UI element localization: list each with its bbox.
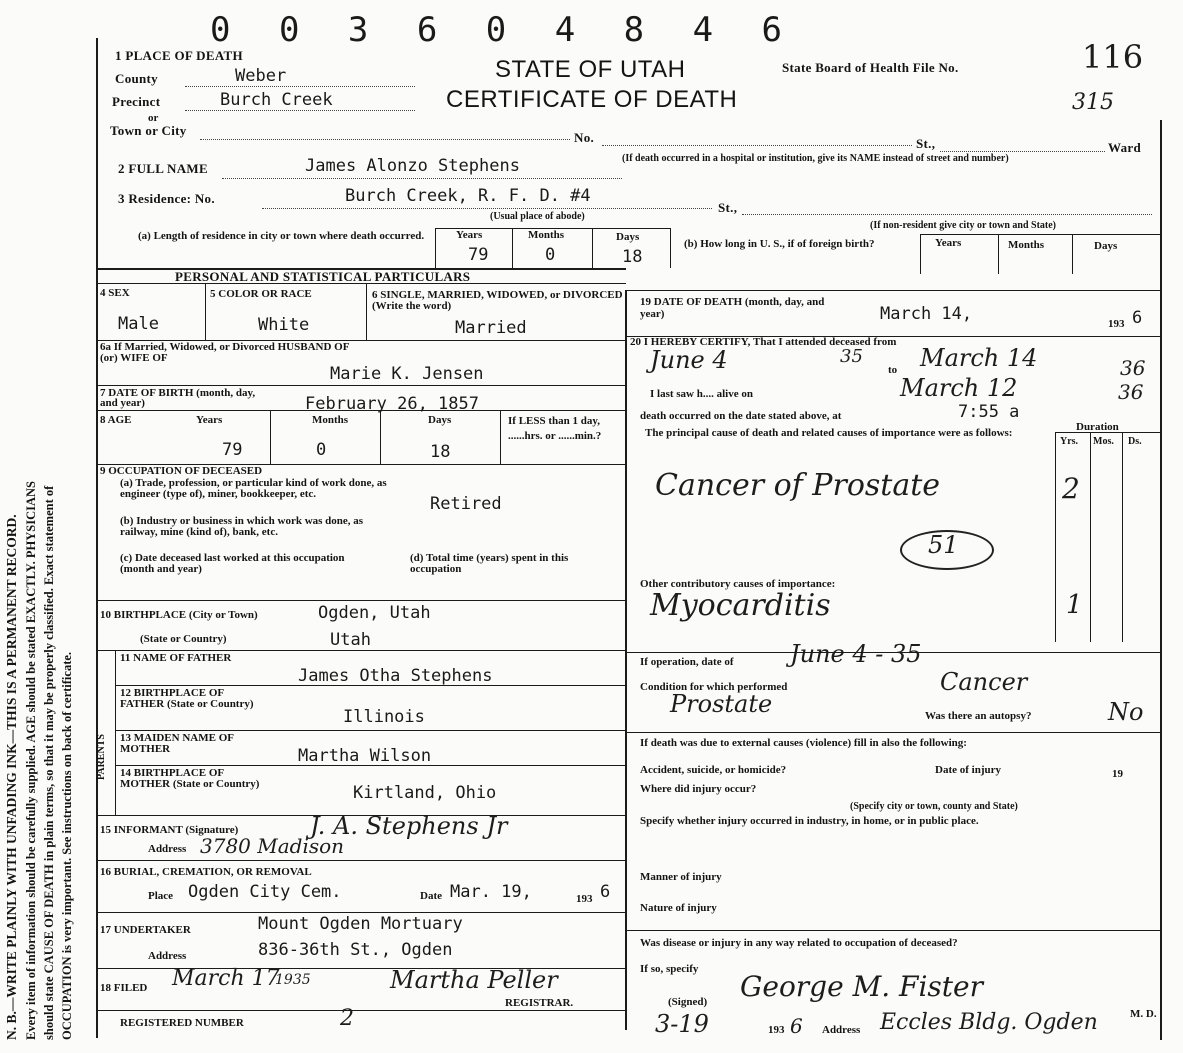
margin-note-line2: Every item of information should be carefully supplied. AGE should be stated EXACTLY. PHYSICIANS <box>24 481 38 1040</box>
occupation-value: Retired <box>430 494 502 514</box>
last-seen-year: 36 <box>1118 380 1144 404</box>
us-days-header: Days <box>1094 240 1118 252</box>
full-name: James Alonzo Stephens <box>305 156 520 176</box>
external-causes-label: If death was due to external causes (violence) fill in also the following: <box>640 737 967 749</box>
row-line <box>500 410 501 464</box>
row-line <box>96 1010 626 1011</box>
cause-code: 51 <box>928 531 959 559</box>
age-months-header: Months <box>312 414 349 426</box>
box-line <box>670 228 671 268</box>
death-date-label: 19 DATE OF DEATH (month, day, and year) <box>640 296 825 320</box>
nature-label: Nature of injury <box>640 902 717 914</box>
death-year: 6 <box>1132 308 1143 328</box>
undertaker-address: 836-36th St., Ogden <box>258 940 453 960</box>
attended-to: March 14 <box>920 344 1038 372</box>
filed-year: 1935 <box>275 972 311 988</box>
age-days-header: Days <box>428 414 452 426</box>
row-line <box>115 650 116 815</box>
occupation-heading: 9 OCCUPATION OF DECEASED <box>100 465 263 477</box>
death-time: 7:55 a <box>958 402 1020 422</box>
cause-years: 2 <box>1062 472 1080 505</box>
accident-label: Accident, suicide, or homicide? <box>640 764 787 776</box>
duration-col <box>1122 432 1123 642</box>
signed-year: 6 <box>790 1014 803 1038</box>
margin-note-line1: N. B.—WRITE PLAINLY WITH UNFADING INK—THIS IS A PERMANENT RECORD. <box>4 514 19 1040</box>
occupation-d-label: (d) Total time (years) spent in this occupation <box>410 552 569 575</box>
margin-note-line3: should state CAUSE OF DEATH in plain terms, so that it may be properly classified. Exact statement of <box>42 485 56 1040</box>
condition-value-2: Prostate <box>670 690 773 718</box>
duration-col <box>1055 432 1056 642</box>
filed-date: March 17 <box>172 966 280 991</box>
undertaker-address-label: Address <box>148 950 187 962</box>
contributory-years: 1 <box>1066 590 1083 620</box>
row-line <box>115 730 626 731</box>
mother-birthplace: Kirtland, Ohio <box>353 783 497 803</box>
attended-from: June 4 <box>650 346 728 374</box>
physician-address-label: Address <box>822 1024 861 1036</box>
margin-note-line4: OCCUPATION is very important. See instructions on back of certificate. <box>60 651 74 1040</box>
operation-label: If operation, date of <box>640 656 734 668</box>
death-year-prefix: 193 <box>1108 318 1125 330</box>
signed-date: 3-19 <box>655 1010 709 1038</box>
contributory-label: Other contributory causes of importance: <box>640 578 836 590</box>
father-birthplace: Illinois <box>343 707 425 727</box>
file-no-2: 315 <box>1072 90 1114 115</box>
reg-number: 2 <box>340 1006 354 1031</box>
precinct-label: Precinct <box>112 94 161 109</box>
precinct-value: Burch Creek <box>220 90 333 110</box>
length-label: (a) Length of residence in city or town where death occurred. <box>138 230 425 242</box>
informant-signature: J. A. Stephens Jr <box>310 812 508 840</box>
father-birthplace-label: 12 BIRTHPLACE OF FATHER (State or Country) <box>120 687 254 710</box>
row-line <box>366 284 367 340</box>
attended-from-year: 35 <box>840 346 863 367</box>
mother-label: 13 MAIDEN NAME OF MOTHER <box>120 732 234 755</box>
row-line <box>626 732 1160 733</box>
age-months: 0 <box>316 440 327 460</box>
or-label: or <box>148 112 159 124</box>
burial-year-prefix: 193 <box>576 893 593 905</box>
ifso-label: If so, specify <box>640 963 699 975</box>
sex-value: Male <box>118 314 159 334</box>
duration-col <box>1090 432 1091 642</box>
md-label: M. D. <box>1130 1008 1157 1020</box>
manner-label: Manner of injury <box>640 871 722 883</box>
county-label: County <box>115 71 158 86</box>
contributory-cause: Myocarditis <box>650 588 831 623</box>
age-days: 18 <box>430 442 451 462</box>
marital-value: Married <box>455 318 527 338</box>
occupation-b-label: (b) Industry or business in which work was done, as railway, mine (kind of), bank, etc. <box>120 515 364 538</box>
condition-value: Cancer <box>940 668 1028 696</box>
signed-label: (Signed) <box>668 996 708 1008</box>
place-heading: 1 PLACE OF DEATH <box>115 48 243 63</box>
last-seen-date: March 12 <box>900 374 1018 402</box>
father-label: 11 NAME OF FATHER <box>120 652 232 664</box>
row-line <box>380 410 381 464</box>
certificate-title: CERTIFICATE OF DEATH <box>446 86 738 113</box>
box-line <box>920 234 921 274</box>
cause-label: The principal cause of death and related causes of importance were as follows: <box>645 427 1013 439</box>
birthplace-label: 10 BIRTHPLACE (City or Town) <box>100 609 258 621</box>
related-label: Was disease or injury in any way related to occupation of deceased? <box>640 937 958 949</box>
residence-label: 3 Residence: No. <box>118 191 215 206</box>
us-years-header: Years <box>935 237 962 249</box>
file-no-label: State Board of Health File No. <box>782 60 959 75</box>
ward-label: Ward <box>1108 140 1141 155</box>
where-note: (Specify city or town, county and State) <box>850 801 1018 812</box>
box-line <box>920 234 1160 235</box>
state-title: STATE OF UTAH <box>495 56 686 83</box>
specify-label: Specify whether injury occurred in industry, in home, or in public place. <box>640 815 979 827</box>
months-header: Months <box>528 229 565 241</box>
informant-address-label: Address <box>148 843 187 855</box>
autopsy-label: Was there an autopsy? <box>925 710 1032 722</box>
box-line <box>1072 234 1073 274</box>
us-label: (b) How long in U. S., if of foreign birth? <box>684 238 875 250</box>
signed-year-prefix: 193 <box>768 1024 785 1036</box>
row-line <box>96 912 626 913</box>
box-line <box>512 228 513 268</box>
st-label: St., <box>916 136 936 151</box>
injury-date-label: Date of injury <box>935 764 1001 776</box>
attended-to-year: 36 <box>1120 356 1146 380</box>
certify-label: 20 I HEREBY CERTIFY, That I attended deceased from <box>630 336 897 348</box>
condition-label: Condition for which performed <box>640 681 788 693</box>
box-line <box>435 228 436 268</box>
residence-days: 18 <box>622 247 643 267</box>
less-than-day: If LESS than 1 day, ......hrs. or ......min.? <box>508 415 602 442</box>
dob-value: February 26, 1857 <box>305 394 479 414</box>
father-name: James Otha Stephens <box>298 666 493 686</box>
spouse-value: Marie K. Jensen <box>330 364 484 384</box>
burial-year: 6 <box>600 882 611 902</box>
occurred-label: death occurred on the date stated above, at <box>640 410 842 422</box>
burial-date: Mar. 19, <box>450 882 532 902</box>
marital-label: 6 SINGLE, MARRIED, WIDOWED, or DIVORCED (Write the word) <box>372 289 623 312</box>
last-seen-label: I last saw h.... alive on <box>650 388 753 400</box>
usual-note: (Usual place of abode) <box>490 211 585 222</box>
occupation-c-label: (c) Date deceased last worked at this occupation (month and year) <box>120 552 345 575</box>
mother-birthplace-label: 14 BIRTHPLACE OF MOTHER (State or Country) <box>120 767 260 790</box>
full-name-label: 2 FULL NAME <box>118 161 208 176</box>
occupation-a-label: (a) Trade, profession, or particular kind of work done, as engineer (type of), miner, bookkeeper, etc. <box>120 477 387 500</box>
row-line <box>96 650 626 651</box>
race-label: 5 COLOR OR RACE <box>210 288 312 300</box>
duration-ds: Ds. <box>1128 436 1142 447</box>
cause-of-death: Cancer of Prostate <box>655 468 941 503</box>
years-header: Years <box>456 229 483 241</box>
physician-signature: George M. Fister <box>740 970 984 1003</box>
birthplace-value: Ogden, Utah <box>318 603 431 623</box>
autopsy-value: No <box>1108 698 1144 726</box>
center-divider <box>625 290 627 1030</box>
filed-label: 18 FILED <box>100 982 148 994</box>
days-header: Days <box>616 231 640 243</box>
dob-label: 7 DATE OF BIRTH (month, day, and year) <box>100 387 256 409</box>
residence-years: 79 <box>468 245 489 265</box>
burial-date-label: Date <box>420 890 442 902</box>
row-line <box>96 860 626 861</box>
age-label: 8 AGE <box>100 414 132 426</box>
row-line <box>626 930 1160 931</box>
where-label: Where did injury occur? <box>640 783 757 795</box>
certificate-serial: 0 0 3 6 0 4 8 4 6 <box>210 10 796 50</box>
age-years-header: Years <box>196 414 223 426</box>
us-months-header: Months <box>1008 239 1045 251</box>
residence-st-label: St., <box>718 200 738 215</box>
birthplace-state: Utah <box>330 630 371 650</box>
injury-year-label: 19 <box>1112 768 1123 780</box>
hospital-note: (If death occurred in a hospital or institution, give its NAME instead of street and number) <box>622 153 1009 164</box>
box-line <box>592 228 593 268</box>
informant-address: 3780 Madison <box>200 834 345 858</box>
row-line <box>205 284 206 340</box>
duration-yrs: Yrs. <box>1060 436 1079 447</box>
left-border <box>96 38 98 1038</box>
row-line <box>270 410 271 464</box>
physician-address: Eccles Bldg. Ogden <box>880 1010 1098 1035</box>
undertaker-value: Mount Ogden Mortuary <box>258 914 463 934</box>
burial-place-label: Place <box>148 890 174 902</box>
registrar-signature: Martha Peller <box>390 966 558 994</box>
right-border <box>1160 120 1162 1040</box>
town-label: Town or City <box>110 123 187 138</box>
duration-mos: Mos. <box>1093 436 1114 447</box>
sex-label: 4 SEX <box>100 287 130 299</box>
operation-date: June 4 - 35 <box>790 640 922 668</box>
undertaker-label: 17 UNDERTAKER <box>100 924 191 936</box>
county-value: Weber <box>235 66 287 86</box>
birthplace-state-label: (State or Country) <box>140 633 227 645</box>
row-line <box>96 600 626 601</box>
file-no: 116 <box>1082 38 1144 76</box>
reg-number-label: REGISTERED NUMBER <box>120 1017 244 1029</box>
residence-value: Burch Creek, R. F. D. #4 <box>345 186 591 206</box>
divider-right-top <box>625 290 1160 291</box>
burial-place: Ogden City Cem. <box>188 882 342 902</box>
duration-label: Duration <box>1076 421 1119 433</box>
no-label: No. <box>574 130 595 145</box>
death-date: March 14, <box>880 304 973 324</box>
informant-label: 15 INFORMANT (Signature) <box>100 824 239 836</box>
parents-side-label: PARENTS <box>96 734 107 780</box>
nonres-note: (If non-resident give city or town and State) <box>870 220 1057 231</box>
spouse-label: 6a If Married, Widowed, or Divorced HUSBAND OF (or) WIFE OF <box>100 341 350 364</box>
burial-label: 16 BURIAL, CREMATION, OR REMOVAL <box>100 866 312 878</box>
residence-months: 0 <box>545 245 556 265</box>
personal-heading: PERSONAL AND STATISTICAL PARTICULARS <box>175 269 471 284</box>
age-years: 79 <box>222 440 243 460</box>
mother-name: Martha Wilson <box>298 746 432 766</box>
registrar-label: REGISTRAR. <box>505 997 574 1009</box>
race-value: White <box>258 315 310 335</box>
to-label: to <box>888 364 898 376</box>
row-line <box>96 385 626 386</box>
box-line <box>998 234 999 274</box>
